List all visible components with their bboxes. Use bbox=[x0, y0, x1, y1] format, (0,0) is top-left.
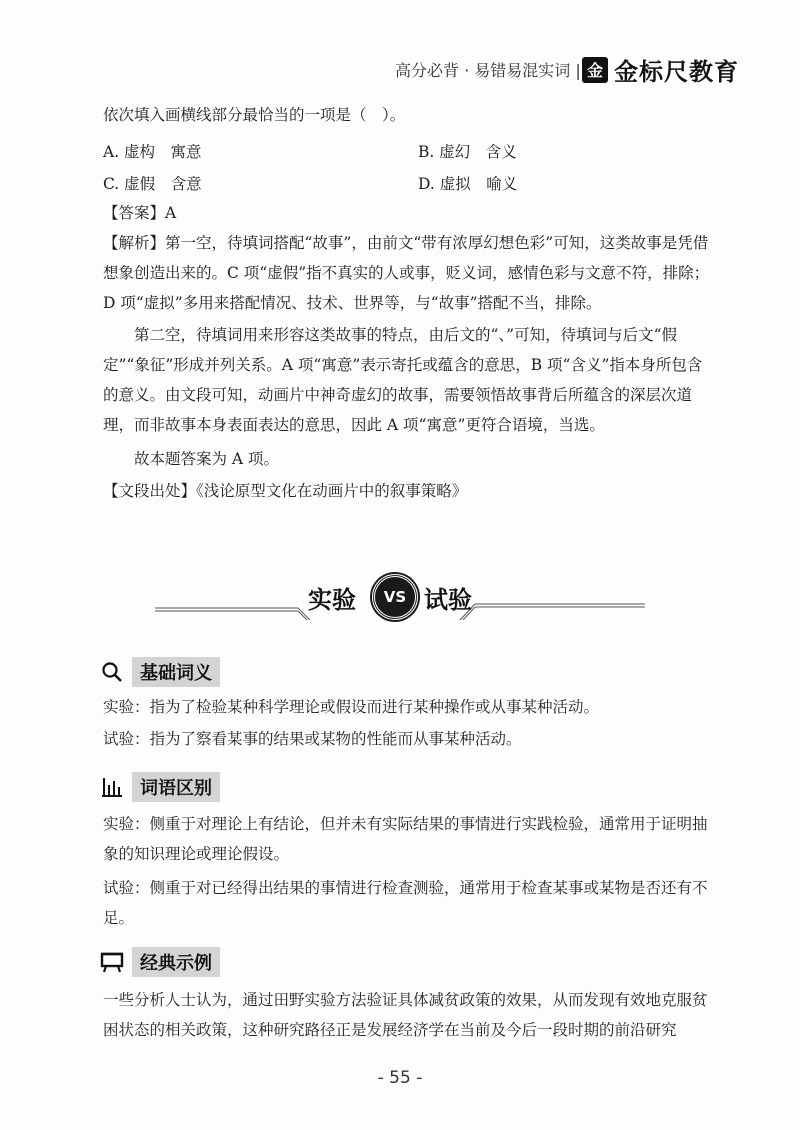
diff-paragraph-2: 试验：侧重于对已经得出结果的事情进行检查测验，通常用于检查某事或某物是否还有不足。 bbox=[103, 879, 708, 927]
analysis-paragraph-2: 第二空，待填词用来形容这类故事的特点，由后文的“、”可知，待填词与后文“假定”“象征”形成并列关系。A 项“寓意”表示寄托或蕴含的意思，B 项“含义”指本身所包含的意义。由文段可知，动画片中神奇虚幻的故事，需要领悟故事背后所蕴含的深层次道理，而非故事本身表面表达的意思，因此 A 项“寓意”更符合语境，当选。 bbox=[103, 326, 703, 434]
section-diff-header bbox=[100, 772, 220, 802]
brand-name: 金标尺教育 bbox=[614, 58, 739, 86]
section-basic-title: 基础词义 bbox=[132, 657, 220, 687]
source: 【文段出处】《浅论原型文化在动画片中的叙事策略》 bbox=[103, 482, 468, 500]
section-example-header bbox=[100, 947, 220, 977]
section-diff-title: 词语区别 bbox=[132, 772, 220, 802]
section-basic-header bbox=[100, 657, 220, 687]
brand bbox=[582, 52, 739, 87]
basic-line-1: 实验：指为了检验某种科学理论或假设而进行某种操作或从事某种活动。 bbox=[103, 698, 600, 716]
option-a: A. 虚构 寓意 bbox=[103, 143, 202, 161]
option-d: D. 虚拟 喻义 bbox=[418, 175, 518, 193]
bar-chart-icon bbox=[100, 775, 124, 799]
analysis-paragraph-1: 【解析】第一空，待填词搭配“故事”，由前文“带有浓厚幻想色彩”可知，这类故事是凭借想象创造出来的。C 项“虚假”指不真实的人或事，贬义词，感情色彩与文意不符，排除；D 项“虚拟”多用来搭配情况、技术、世界等，与“故事”搭配不当，排除。 bbox=[103, 234, 710, 312]
compare-left-word: 实验 bbox=[308, 585, 356, 614]
section-example-title: 经典示例 bbox=[132, 947, 220, 977]
option-b: B. 虚幻 含义 bbox=[418, 143, 517, 161]
presentation-board-icon bbox=[100, 950, 124, 974]
vs-badge: VS bbox=[372, 574, 418, 620]
conclusion: 故本题答案为 A 项。 bbox=[134, 450, 280, 468]
magnifier-icon bbox=[100, 660, 124, 684]
compare-right-word: 试验 bbox=[424, 585, 472, 614]
option-c: C. 虚假 含意 bbox=[103, 175, 202, 193]
diff-paragraph-1: 实验：侧重于对理论上有结论，但并未有实际结果的事情进行实践检验，通常用于证明抽象的知识理论或理论假设。 bbox=[103, 815, 708, 863]
brand-logo-icon: 金 bbox=[582, 57, 608, 83]
page-number: - 55 - bbox=[377, 1068, 423, 1088]
example-text: 一些分析人士认为，通过田野实验方法验证具体减贫政策的效果，从而发现有效地克服贫困状态的相关政策，这种研究路径正是发展经济学在当前及今后一段时期的前沿研究 bbox=[103, 991, 708, 1039]
question-stem: 依次填入画横线部分最恰当的一项是（ ）。 bbox=[103, 106, 406, 124]
header-series: 高分必背 · 易错易混实词 | bbox=[395, 61, 581, 80]
basic-line-2: 试验：指为了察看某事的结果或某物的性能而从事某种活动。 bbox=[103, 730, 522, 748]
answer: 【答案】A bbox=[103, 204, 177, 222]
